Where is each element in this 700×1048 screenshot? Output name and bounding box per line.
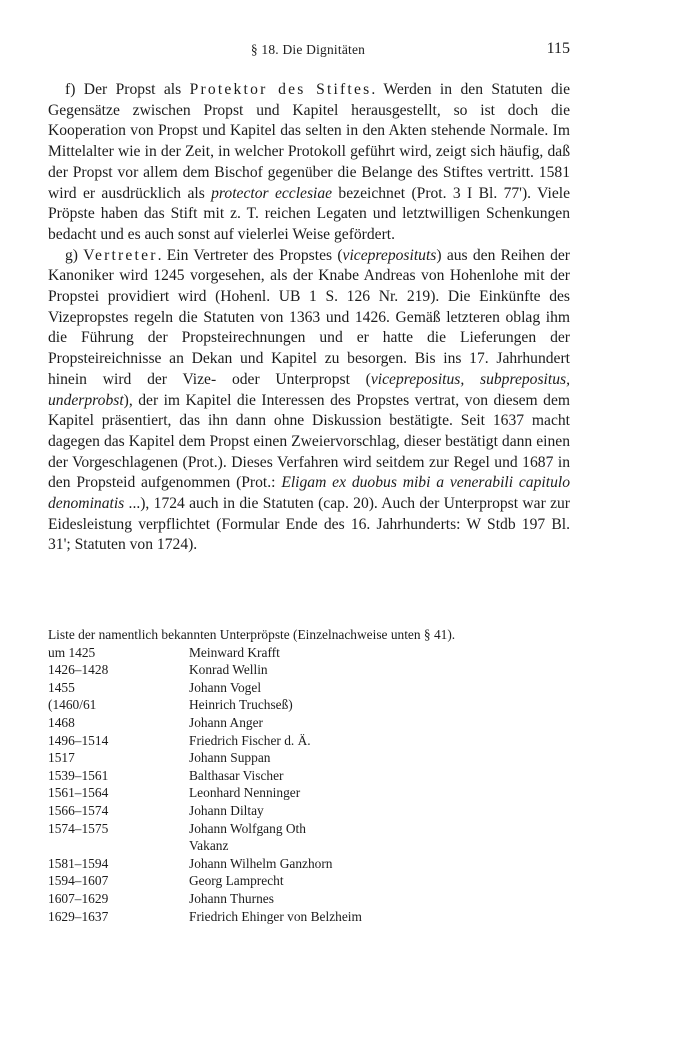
list-item-name: Heinrich Truchseß) bbox=[189, 697, 293, 713]
list-item-name: Friedrich Fischer d. Ä. bbox=[189, 732, 311, 748]
list-item bbox=[48, 784, 570, 802]
list-item-name: Vakanz bbox=[189, 838, 229, 854]
list-item-date: (1460/61 bbox=[48, 697, 97, 713]
text-run: ) aus den Reihen der Kanoniker wird 1245 vorgesehen, als der Knabe Andreas von Hohenlohe mit der Propstei providiert wird (Hohenl. UB 1 S. 126 Nr. 219). Die Einkünfte des Vizepropstes regeln die Statuten von 1363 und 1426. Gemäß letzteren oblag ihm die Führung der Propsteirechnungen und er hatte die Lieferungen der Propsteireichnisse an Dekan und Kapitel zu besorgen. Bis ins 17. Jahrhundert hinein wird der Vize- oder Unterpropst ( bbox=[48, 246, 570, 388]
list-item-date: 1574–1575 bbox=[48, 820, 109, 836]
list-item-date: 1468 bbox=[48, 714, 75, 730]
page-number: 115 bbox=[546, 40, 570, 57]
text-run: g) bbox=[65, 246, 84, 264]
list-item bbox=[48, 732, 570, 750]
list-item-name: Leonhard Nenninger bbox=[189, 785, 301, 801]
list-item-date: 1581–1594 bbox=[48, 855, 109, 871]
list-item-date: 1566–1574 bbox=[48, 802, 109, 818]
list-item-name: Johann Suppan bbox=[189, 750, 271, 766]
running-head bbox=[48, 42, 568, 62]
section-heading-vertreter: Vertreter bbox=[83, 246, 158, 264]
list-item-date: 1629–1637 bbox=[48, 908, 109, 924]
list-item bbox=[48, 802, 570, 820]
list-item bbox=[48, 661, 570, 679]
list-item-name: Johann Diltay bbox=[189, 802, 264, 818]
list-item-date: 1496–1514 bbox=[48, 732, 109, 748]
unterpropst-list bbox=[48, 626, 570, 925]
list-item bbox=[48, 837, 570, 855]
text-run: bezeichnet (Prot. 3 I Bl. 77'). Viele Pröpste haben das Stift mit z. T. reichen Legaten und letztwilligen Schenkungen bedacht und es auch sonst auf vielerlei Weise gefördert. bbox=[48, 184, 570, 243]
list-item bbox=[48, 644, 570, 662]
text-run: f) Der Propst als bbox=[65, 81, 190, 98]
list-item bbox=[48, 872, 570, 890]
text-run: ), der im Kapitel die Interessen des Propstes vertrat, von diesem dem Kapitel präsentiert, das ihn dann ohne Diskussion bestätigte. Seit 1637 macht dagegen das Kapitel dem Propst einen Zweiervorschlag, dieser bestätigt dann einen der Vorgeschlagenen (Prot.). Dieses Verfahren wird seitdem zur Regel und 1687 in den Propsteid aufgenommen (Prot.: bbox=[48, 391, 570, 492]
text-run: ...), 1724 auch in die Statuten (cap. 20). Auch der Unterpropst war zur Eidesleistung verpflichtet (Formular Ende des 16. Jahrhunderts: W Stdb 197 Bl. 31'; Statuten von 1724). bbox=[48, 495, 570, 554]
list-item bbox=[48, 855, 570, 873]
body-text bbox=[48, 80, 570, 556]
list-item-name: Balthasar Vischer bbox=[189, 767, 284, 783]
list-item bbox=[48, 820, 570, 838]
list-item-name: Johann Wilhelm Ganzhorn bbox=[189, 855, 333, 871]
latin-term: protector ecclesiae bbox=[211, 184, 333, 202]
list-item bbox=[48, 908, 570, 926]
list-item bbox=[48, 890, 570, 908]
list-item-date: 1539–1561 bbox=[48, 767, 109, 783]
running-title: § 18. Die Dignitäten bbox=[250, 42, 366, 57]
list-item-name: Johann Anger bbox=[189, 714, 264, 730]
list-item-name: Georg Lamprecht bbox=[189, 873, 284, 889]
list-item bbox=[48, 767, 570, 785]
list-item bbox=[48, 679, 570, 697]
list-item-name: Konrad Wellin bbox=[189, 662, 268, 678]
list-item-name: Johann Thurnes bbox=[189, 890, 274, 906]
list-rows bbox=[48, 644, 570, 926]
latin-term: vicepreposituts bbox=[342, 246, 437, 264]
list-item bbox=[48, 714, 570, 732]
text-run: . Ein Vertreter des Propstes ( bbox=[157, 246, 343, 264]
list-item-date: 1455 bbox=[48, 679, 75, 695]
list-item-name: Friedrich Ehinger von Belzheim bbox=[189, 908, 362, 924]
list-item-date: 1607–1629 bbox=[48, 890, 109, 906]
paragraph-propst-protektor bbox=[48, 80, 570, 246]
list-caption: Liste der namentlich bekannten Unterpröpste (Einzelnachweise unten § 41). bbox=[48, 627, 456, 642]
list-item-name: Johann Wolfgang Oth bbox=[189, 820, 306, 836]
list-item-date: 1594–1607 bbox=[48, 873, 109, 889]
paragraph-vertreter bbox=[48, 246, 570, 557]
list-item-date: 1426–1428 bbox=[48, 662, 109, 678]
latin-term: viceprepositus, subprepositus, underprobst bbox=[48, 370, 570, 409]
list-item bbox=[48, 696, 570, 714]
list-item-date bbox=[48, 837, 189, 855]
text-run: . Werden in den Statuten die Gegensätze zwischen Propst und Kapitel herausgestellt, so ist doch die Kooperation von Propst und Kapitel das selten in den Akten stehende Normale. Im Mittelalter wie in der Zeit, in welcher Protokoll geführt wird, zeigt sich häufig, daß der Propst vor allem dem Bischof gegenüber die Belange des Stiftes vertritt. 1581 wird er ausdrücklich als bbox=[48, 81, 571, 202]
list-item-date: 1517 bbox=[48, 750, 75, 766]
list-item-name: Johann Vogel bbox=[189, 679, 262, 695]
list-item-date: um 1425 bbox=[48, 644, 96, 660]
list-item-name: Meinward Krafft bbox=[189, 644, 280, 660]
latin-quote: Eligam ex duobus mibi a venerabili capitulo denominatis bbox=[48, 474, 570, 513]
list-item-date: 1561–1564 bbox=[48, 785, 109, 801]
list-item bbox=[48, 749, 570, 767]
section-heading-protektor: Protektor des Stiftes bbox=[189, 81, 372, 98]
